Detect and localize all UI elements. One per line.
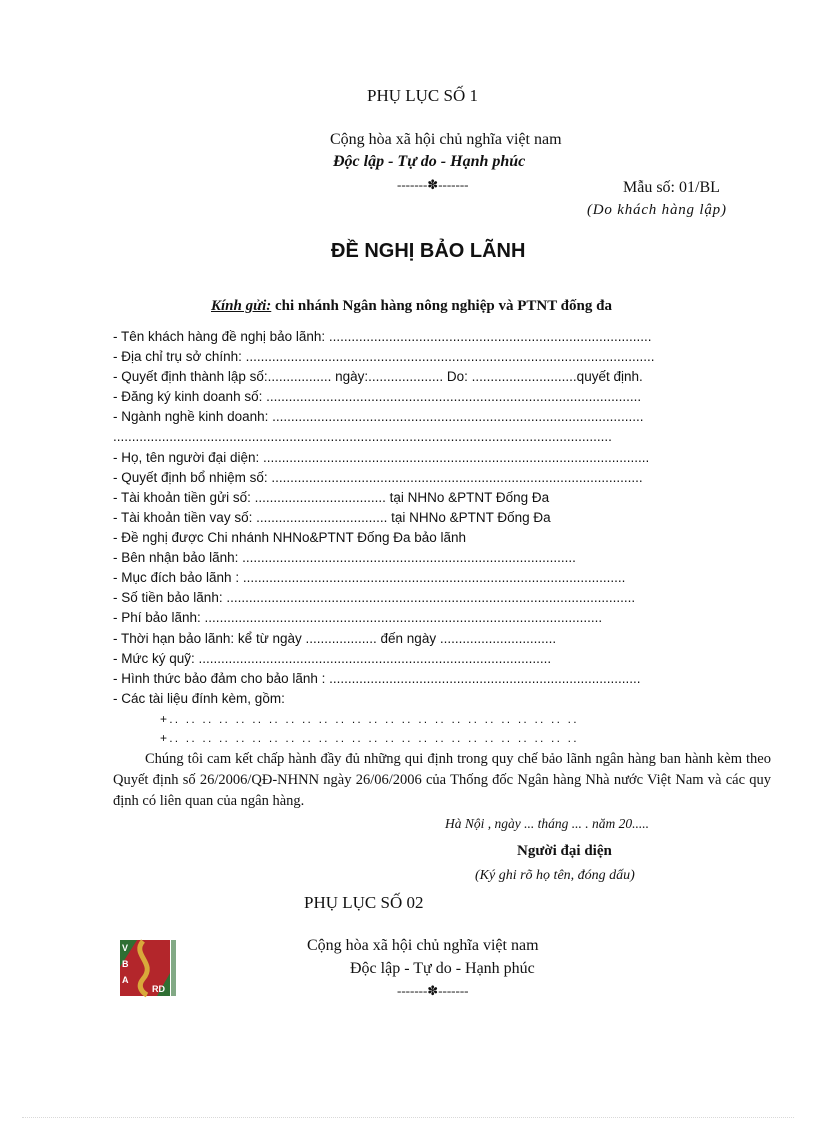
addressee-text: chi nhánh Ngân hàng nông nghiệp và PTNT đống đa — [271, 298, 612, 314]
page-bottom-rule — [22, 1117, 794, 1118]
attachment-line: +.. .. .. .. .. .. .. .. .. .. .. .. .. .. .. .. .. .. .. .. .. .. .. .. .. — [160, 731, 579, 745]
field-attachments: - Các tài liệu đính kèm, gồm: — [113, 691, 285, 706]
svg-text:B: B — [122, 959, 129, 969]
document-title: ĐỀ NGHỊ BẢO LÃNH — [331, 240, 526, 262]
appendix-2-national-motto: Độc lập - Tự do - Hạnh phúc — [350, 960, 535, 977]
field-appointment-decision: - Quyết định bổ nhiệm số: ................................................................................................... — [113, 470, 643, 485]
field-representative-name: - Họ, tên người đại diện: ....................................................................................................... — [113, 450, 650, 465]
field-guarantee-amount: - Số tiền bảo lãnh: ............................................................................................................. — [113, 590, 636, 605]
svg-text:A: A — [122, 975, 129, 985]
place-date: Hà Nội , ngày ... tháng ... . năm 20..... — [445, 816, 649, 831]
field-head-office-address: - Địa chỉ trụ sở chính: ............................................................................................................. — [113, 349, 655, 364]
signature-note: (Ký ghi rõ họ tên, đóng dấu) — [475, 868, 635, 883]
field-loan-account: - Tài khoản tiền vay số: ................................... tại NHNo &PTNT Đống Đa — [113, 510, 551, 525]
field-guarantee-request: - Đề nghị được Chi nhánh NHNo&PTNT Đống Đa bảo lãnh — [113, 530, 467, 545]
svg-text:RD: RD — [152, 984, 165, 994]
svg-text:V: V — [122, 943, 129, 953]
field-customer-name: - Tên khách hàng đề nghị bảo lãnh: ...................................................................................... — [113, 329, 652, 344]
field-guarantee-purpose: - Mục đích bảo lãnh : ...................................................................................................... — [113, 570, 626, 585]
field-business-lines: - Ngành nghề kinh doanh: ................................................................................................... — [113, 409, 644, 424]
field-security-form: - Hình thức bảo đảm cho bảo lãnh : ................................................................................... — [113, 671, 641, 686]
bank-logo — [117, 937, 179, 999]
field-establishment-decision: - Quyết định thành lập số:................. ngày:.................... Do: ............................quyết định. — [113, 369, 643, 384]
header-separator: -------✽------- — [397, 177, 469, 192]
national-motto: Độc lập - Tự do - Hạnh phúc — [333, 153, 526, 170]
form-made-by-note: (Do khách hàng lập) — [587, 202, 727, 218]
national-name: Cộng hòa xã hội chủ nghĩa việt nam — [330, 131, 562, 148]
addressee-line — [211, 298, 612, 315]
commitment-paragraph: Chúng tôi cam kết chấp hành đầy đủ những qui định trong quy chế bảo lãnh ngân hàng ban hành kèm theo Quyết định số 26/2006/QĐ-NHNN ngày 26/06/2006 của Thống đốc Ngân hàng Nhà nước Việt Nam và các quy định có liên quan của ngân hàng. — [113, 751, 771, 809]
attachment-line: +.. .. .. .. .. .. .. .. .. .. .. .. .. .. .. .. .. .. .. .. .. .. .. .. .. — [160, 712, 579, 726]
appendix-2-title: PHỤ LỤC SỐ 02 — [304, 893, 424, 912]
field-guarantee-term: - Thời hạn bảo lãnh: kể từ ngày ................... đến ngày ............................... — [113, 631, 557, 646]
form-number: Mẫu số: 01/BL — [623, 179, 720, 196]
addressee-label: Kính gửi: — [211, 298, 272, 314]
field-deposit-level: - Mức ký quỹ: .............................................................................................. — [113, 651, 552, 666]
representative-label: Người đại diện — [517, 843, 612, 859]
field-guarantee-fee: - Phí bảo lãnh: .......................................................................................................... — [113, 610, 603, 625]
appendix-1-title: PHỤ LỤC SỐ 1 — [367, 86, 478, 105]
agribank-logo-icon — [117, 937, 179, 999]
field-business-registration: - Đăng ký kinh doanh số: .................................................................................................... — [113, 389, 642, 404]
field-beneficiary: - Bên nhận bảo lãnh: ......................................................................................... — [113, 550, 576, 565]
appendix-2-separator: -------✽------- — [397, 983, 469, 998]
field-deposit-account: - Tài khoản tiền gửi số: ................................... tại NHNo &PTNT Đống Đa — [113, 490, 550, 505]
field-business-lines-continued: ..................................................................................................................................... — [113, 429, 612, 444]
appendix-2-national-name: Cộng hòa xã hội chủ nghĩa việt nam — [307, 937, 539, 954]
